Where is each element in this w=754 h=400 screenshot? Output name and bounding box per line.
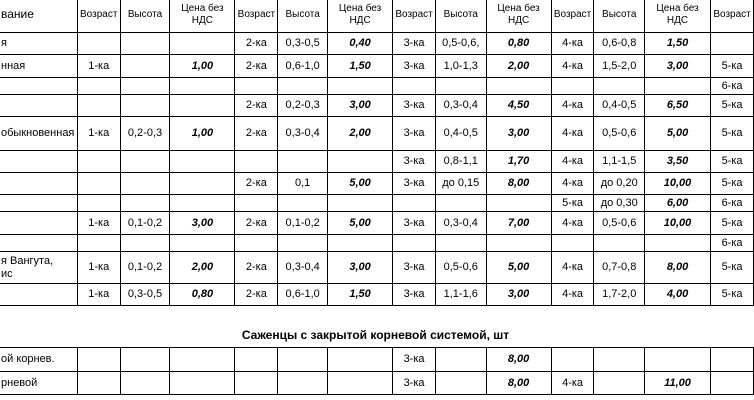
table-row [0, 117, 754, 151]
table-cell: 3-ка [393, 372, 436, 395]
table-cell [551, 235, 594, 252]
table-cell: 3-ка [393, 95, 436, 117]
table-row [0, 173, 754, 195]
table-cell [77, 348, 120, 372]
table-cell [435, 78, 486, 95]
price-cell: 7,00 [486, 212, 551, 235]
product-name-cell [0, 284, 77, 306]
price-cell [644, 78, 710, 95]
table-cell [278, 78, 328, 95]
table-cell [120, 151, 170, 173]
product-name-cell: нная [0, 55, 77, 78]
header-price-cell: Цена без НДС [170, 0, 235, 33]
table-row [0, 151, 754, 173]
section-title-row [0, 324, 754, 348]
table-cell: 5-ка [711, 284, 754, 306]
table-cell [235, 195, 278, 212]
price-cell [170, 78, 235, 95]
header-age-cell: Возраст [551, 0, 594, 33]
table-cell: 4-ка [551, 284, 594, 306]
product-name-cell [0, 95, 77, 117]
table-cell: 3-ка [393, 151, 436, 173]
table-cell [711, 33, 754, 55]
price-cell: 6,50 [644, 95, 710, 117]
table-cell: 0,1-0,2 [120, 212, 170, 235]
table-cell [77, 173, 120, 195]
table-row [0, 95, 754, 117]
table-cell: 0,5-0,6 [594, 212, 645, 235]
table-cell: 5-ка [711, 212, 754, 235]
product-name-cell [0, 173, 77, 195]
table-cell [594, 372, 645, 395]
table-cell [594, 235, 645, 252]
product-name-cell: я [0, 33, 77, 55]
product-name-cell: я Вангута, ис [0, 252, 77, 284]
table-cell: 4-ка [551, 95, 594, 117]
table-cell: 4-ка [551, 151, 594, 173]
table-cell [77, 372, 120, 395]
price-cell: 1,50 [644, 33, 710, 55]
price-cell: 1,00 [170, 117, 235, 151]
price-cell: 10,00 [644, 212, 710, 235]
price-cell: 8,00 [486, 348, 551, 372]
header-price-cell: Цена без НДС [328, 0, 393, 33]
table-cell [435, 195, 486, 212]
table-cell: 2-ка [235, 95, 278, 117]
header-height-cell: Высота [594, 0, 645, 33]
price-cell: 6,00 [644, 195, 710, 212]
table-cell: 0,6-1,0 [278, 284, 328, 306]
table-cell [120, 55, 170, 78]
header-price-cell: Цена без НДС [644, 0, 710, 33]
table-cell [120, 78, 170, 95]
table-cell [594, 348, 645, 372]
price-cell [644, 235, 710, 252]
price-cell: 3,00 [486, 284, 551, 306]
table-cell [235, 372, 278, 395]
header-height-cell: Высота [120, 0, 170, 33]
product-name-cell: обыкновенная [0, 117, 77, 151]
price-cell: 3,00 [486, 117, 551, 151]
price-cell: 4,00 [644, 284, 710, 306]
price-cell [644, 348, 710, 372]
price-cell: 8,00 [486, 372, 551, 395]
table-cell: 2-ка [235, 173, 278, 195]
table-cell: 0,3-0,5 [278, 33, 328, 55]
table-cell: 0,6-1,0 [278, 55, 328, 78]
price-cell [328, 151, 393, 173]
price-cell [170, 372, 235, 395]
table-cell: 0,2-0,3 [278, 95, 328, 117]
table-cell [551, 348, 594, 372]
price-cell: 2,00 [486, 55, 551, 78]
table-row [0, 55, 754, 78]
table-cell [435, 235, 486, 252]
table-cell: 2-ка [235, 212, 278, 235]
table-cell [77, 195, 120, 212]
table-cell [77, 235, 120, 252]
table-cell [120, 348, 170, 372]
table-cell: 5-ка [711, 173, 754, 195]
table-cell [235, 151, 278, 173]
price-cell: 3,00 [328, 252, 393, 284]
table-cell: 5-ка [711, 55, 754, 78]
price-cell: 0,80 [486, 33, 551, 55]
price-cell [170, 195, 235, 212]
table-cell: 6-ка [711, 235, 754, 252]
table-cell: 2-ка [235, 33, 278, 55]
table-cell [393, 78, 436, 95]
product-name-cell [0, 78, 77, 95]
table-cell [435, 348, 486, 372]
table-cell: 2-ка [235, 117, 278, 151]
table-cell: 0,3-0,5 [120, 284, 170, 306]
table-cell: 3-ка [393, 348, 436, 372]
price-cell [328, 235, 393, 252]
table-cell: 0,1-0,2 [278, 212, 328, 235]
table-cell: 4-ка [551, 212, 594, 235]
table-cell: 3-ка [393, 284, 436, 306]
header-price-cell: Цена без НДС [486, 0, 551, 33]
table-cell: до 0,20 [594, 173, 645, 195]
table-cell [594, 78, 645, 95]
product-name-cell [0, 212, 77, 235]
price-cell [486, 195, 551, 212]
price-cell: 8,00 [644, 252, 710, 284]
price-cell: 0,40 [328, 33, 393, 55]
price-cell: 2,00 [170, 252, 235, 284]
header-height-cell: Высота [435, 0, 486, 33]
table-cell: 1-ка [77, 284, 120, 306]
table-cell: 0,1-0,2 [120, 252, 170, 284]
spacer-cell [0, 306, 754, 324]
table-cell: 5-ка [711, 151, 754, 173]
price-cell: 4,50 [486, 95, 551, 117]
price-cell [328, 195, 393, 212]
table-cell: 3-ка [393, 33, 436, 55]
header-age-cell: Возраст [77, 0, 120, 33]
table-cell: 0,6-0,8 [594, 33, 645, 55]
price-cell: 8,00 [486, 173, 551, 195]
table-cell: 2-ка [235, 55, 278, 78]
table-cell [120, 33, 170, 55]
price-cell [170, 95, 235, 117]
table-cell: 0,5-0,6 [435, 252, 486, 284]
table-cell: 0,3-0,4 [435, 212, 486, 235]
table-cell: 1,1-1,6 [435, 284, 486, 306]
table-cell [77, 33, 120, 55]
table-cell: 3-ка [393, 117, 436, 151]
table-cell: 0,3-0,4 [435, 95, 486, 117]
price-cell: 2,00 [328, 117, 393, 151]
table-cell: 1,7-2,0 [594, 284, 645, 306]
table-cell [711, 348, 754, 372]
price-cell: 0,80 [170, 284, 235, 306]
header-name-cell: вание [0, 0, 77, 33]
price-cell [328, 348, 393, 372]
table-cell [278, 348, 328, 372]
table-cell: 1-ка [77, 55, 120, 78]
price-cell [170, 348, 235, 372]
price-cell: 3,00 [644, 55, 710, 78]
price-cell: 5,00 [328, 212, 393, 235]
table-cell: 3-ка [393, 252, 436, 284]
price-cell: 3,00 [170, 212, 235, 235]
price-cell: 11,00 [644, 372, 710, 395]
price-cell [328, 78, 393, 95]
table-cell [77, 95, 120, 117]
table-cell: 1,1-1,5 [594, 151, 645, 173]
price-cell: 1,70 [486, 151, 551, 173]
table-cell [120, 372, 170, 395]
table-cell [711, 372, 754, 395]
header-height-cell: Высота [278, 0, 328, 33]
table-cell [77, 78, 120, 95]
table-cell [120, 173, 170, 195]
table-cell [120, 235, 170, 252]
table-cell: 1-ка [77, 212, 120, 235]
section-title: Саженцы с закрытой корневой системой, шт [241, 327, 510, 342]
price-cell: 1,50 [328, 284, 393, 306]
table-cell: 4-ка [551, 173, 594, 195]
table-cell: 0,5-0,6, [435, 33, 486, 55]
price-cell: 3,50 [644, 151, 710, 173]
table-cell: 1,0-1,3 [435, 55, 486, 78]
table-row [0, 348, 754, 372]
table-cell [120, 195, 170, 212]
table-cell [393, 195, 436, 212]
table-cell: 1,5-2,0 [594, 55, 645, 78]
table-row [0, 195, 754, 212]
table-cell [278, 195, 328, 212]
table-row [0, 78, 754, 95]
price-cell [170, 235, 235, 252]
price-cell: 5,00 [644, 117, 710, 151]
table-cell [551, 78, 594, 95]
table-cell: 5-ка [551, 195, 594, 212]
price-cell [328, 372, 393, 395]
table-cell [120, 95, 170, 117]
price-cell: 3,00 [328, 95, 393, 117]
price-cell: 1,00 [170, 55, 235, 78]
table-cell: 6-ка [711, 195, 754, 212]
table-cell: до 0,15 [435, 173, 486, 195]
price-cell: 5,00 [328, 173, 393, 195]
table-row [0, 212, 754, 235]
table-cell [235, 78, 278, 95]
table-cell: 0,1 [278, 173, 328, 195]
table-cell: 1-ка [77, 117, 120, 151]
table-cell: 0,4-0,5 [594, 95, 645, 117]
table-cell: 1-ка [77, 252, 120, 284]
table-cell [435, 372, 486, 395]
table-cell [278, 151, 328, 173]
price-cell: 10,00 [644, 173, 710, 195]
header-row [0, 0, 754, 33]
table-cell: 4-ка [551, 117, 594, 151]
table-cell: 0,3-0,4 [278, 252, 328, 284]
table-cell: 4-ка [551, 372, 594, 395]
table-cell [235, 348, 278, 372]
table-cell: 0,2-0,3 [120, 117, 170, 151]
product-name-cell [0, 235, 77, 252]
table-cell: 5-ка [711, 95, 754, 117]
price-cell: 1,50 [328, 55, 393, 78]
table-cell: 0,5-0,6 [594, 117, 645, 151]
header-age-cell: Возраст [235, 0, 278, 33]
price-cell [170, 151, 235, 173]
table-cell [235, 235, 278, 252]
table-cell: 0,4-0,5 [435, 117, 486, 151]
product-name-cell: ой корнев. [0, 348, 77, 372]
table-cell: 3-ка [393, 55, 436, 78]
table-row [0, 372, 754, 395]
table-cell: 4-ка [551, 55, 594, 78]
table-cell: до 0,30 [594, 195, 645, 212]
table-cell: 0,7-0,8 [594, 252, 645, 284]
price-cell [486, 235, 551, 252]
table-cell [278, 372, 328, 395]
table-cell: 0,3-0,4 [278, 117, 328, 151]
table-cell: 4-ка [551, 33, 594, 55]
table-cell: 3-ка [393, 173, 436, 195]
table-cell: 3-ка [393, 212, 436, 235]
table-row [0, 252, 754, 284]
table-cell: 2-ка [235, 252, 278, 284]
price-cell [170, 173, 235, 195]
table-cell: 2-ка [235, 284, 278, 306]
table-row [0, 284, 754, 306]
product-name-cell [0, 195, 77, 212]
table-cell [278, 235, 328, 252]
table-cell: 0,8-1,1 [435, 151, 486, 173]
header-age-cell: Возраст [711, 0, 754, 33]
header-age-cell: Возраст [393, 0, 436, 33]
spacer-row [0, 306, 754, 324]
table-row [0, 33, 754, 55]
price-cell: 5,00 [486, 252, 551, 284]
table-cell: 5-ка [711, 117, 754, 151]
product-name-cell: рневой [0, 372, 77, 395]
price-cell [486, 78, 551, 95]
table-cell [77, 151, 120, 173]
table-cell [393, 235, 436, 252]
table-cell: 6-ка [711, 78, 754, 95]
product-name-cell [0, 151, 77, 173]
table-cell: 4-ка [551, 252, 594, 284]
price-cell [170, 33, 235, 55]
table-cell: 5-ка [711, 252, 754, 284]
table-row [0, 235, 754, 252]
